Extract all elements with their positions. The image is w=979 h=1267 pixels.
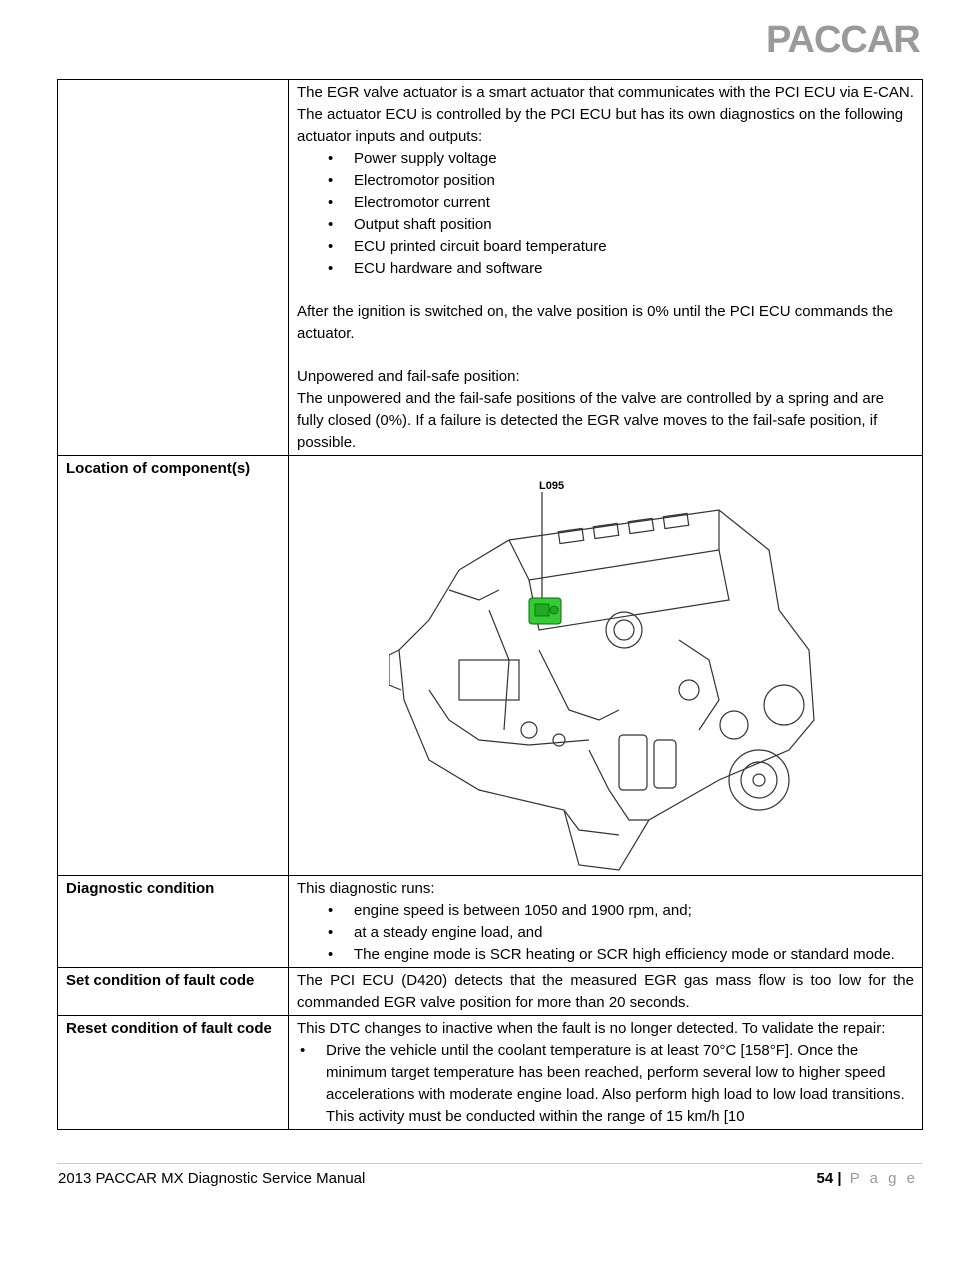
- set-condition-row: [58, 968, 923, 1016]
- description-cell: [289, 80, 923, 456]
- description-label-cell: [58, 80, 289, 456]
- fault-code-table: [57, 79, 923, 1130]
- list-item: • at a steady engine load, and: [354, 922, 914, 944]
- location-row: [58, 456, 923, 876]
- page-footer: [57, 1163, 922, 1194]
- footer-title: 2013 PACCAR MX Diagnostic Service Manual: [58, 1170, 366, 1187]
- list-item: • Electromotor current: [354, 192, 914, 214]
- footer-page: [817, 1170, 919, 1187]
- diagnostic-condition-intro: This diagnostic runs:: [297, 880, 435, 897]
- description-row: [58, 80, 923, 456]
- egr-actuator-highlight: [529, 598, 561, 624]
- diagnostic-condition-list: [297, 900, 914, 966]
- list-item: • ECU hardware and software: [354, 258, 914, 280]
- location-label: Location of component(s): [58, 456, 289, 876]
- reset-condition-row: [58, 1016, 923, 1130]
- list-item: • The engine mode is SCR heating or SCR high efficiency mode or standard mode.: [354, 944, 914, 966]
- set-condition-label: Set condition of fault code: [58, 968, 289, 1016]
- fail-safe-title: Unpowered and fail-safe position:: [297, 368, 520, 385]
- fail-safe-paragraph: The unpowered and the fail-safe positions of the valve are controlled by a spring and are fully closed (0%). If a failure is detected the EGR valve moves to the fail-safe position, if possible.: [297, 390, 885, 451]
- reset-condition-label: Reset condition of fault code: [58, 1016, 289, 1130]
- list-item: • ECU printed circuit board temperature: [354, 236, 914, 258]
- page-separator: |: [837, 1170, 842, 1187]
- paccar-logo: [766, 20, 921, 56]
- page-number: 54: [816, 1170, 834, 1187]
- actuator-io-list: [297, 148, 914, 280]
- diagnostic-condition-row: [58, 876, 923, 968]
- reset-condition-cell: [289, 1016, 923, 1130]
- list-item: • engine speed is between 1050 and 1900 rpm, and;: [354, 900, 914, 922]
- list-item: • Electromotor position: [354, 170, 914, 192]
- reset-condition-intro: This DTC changes to inactive when the fault is no longer detected. To validate the repair:: [297, 1020, 886, 1037]
- diagnostic-condition-label: Diagnostic condition: [58, 876, 289, 968]
- set-condition-text: The PCI ECU (D420) detects that the measured EGR gas mass flow is too low for the commanded EGR valve position for more than 20 seconds.: [289, 968, 923, 1016]
- description-paragraph-2: After the ignition is switched on, the valve position is 0% until the PCI ECU commands the actuator.: [297, 303, 894, 342]
- engine-illustration: [389, 490, 829, 880]
- reset-condition-list: [297, 1040, 914, 1128]
- description-paragraph-1: The EGR valve actuator is a smart actuator that communicates with the PCI ECU via E-CAN. The actuator ECU is controlled by the PCI ECU but has its own diagnostics on the following actuator inputs and outputs:: [297, 84, 914, 145]
- list-item: • Output shaft position: [354, 214, 914, 236]
- diagnostic-condition-cell: [289, 876, 923, 968]
- component-callout: L095: [539, 480, 565, 492]
- logo-text: PACCAR: [766, 20, 920, 56]
- page-word: P a g e: [849, 1170, 918, 1187]
- list-item: • Drive the vehicle until the coolant temperature is at least 70°C [158°F]. Once the minimum target temperature has been reached, perform several low to higher speed accelerations with moderate engine load. Also perform high load to low load transitions. This activity must be conducted within the range of 15 km/h [10: [326, 1040, 914, 1128]
- location-image-cell: [289, 456, 923, 876]
- list-item: • Power supply voltage: [354, 148, 914, 170]
